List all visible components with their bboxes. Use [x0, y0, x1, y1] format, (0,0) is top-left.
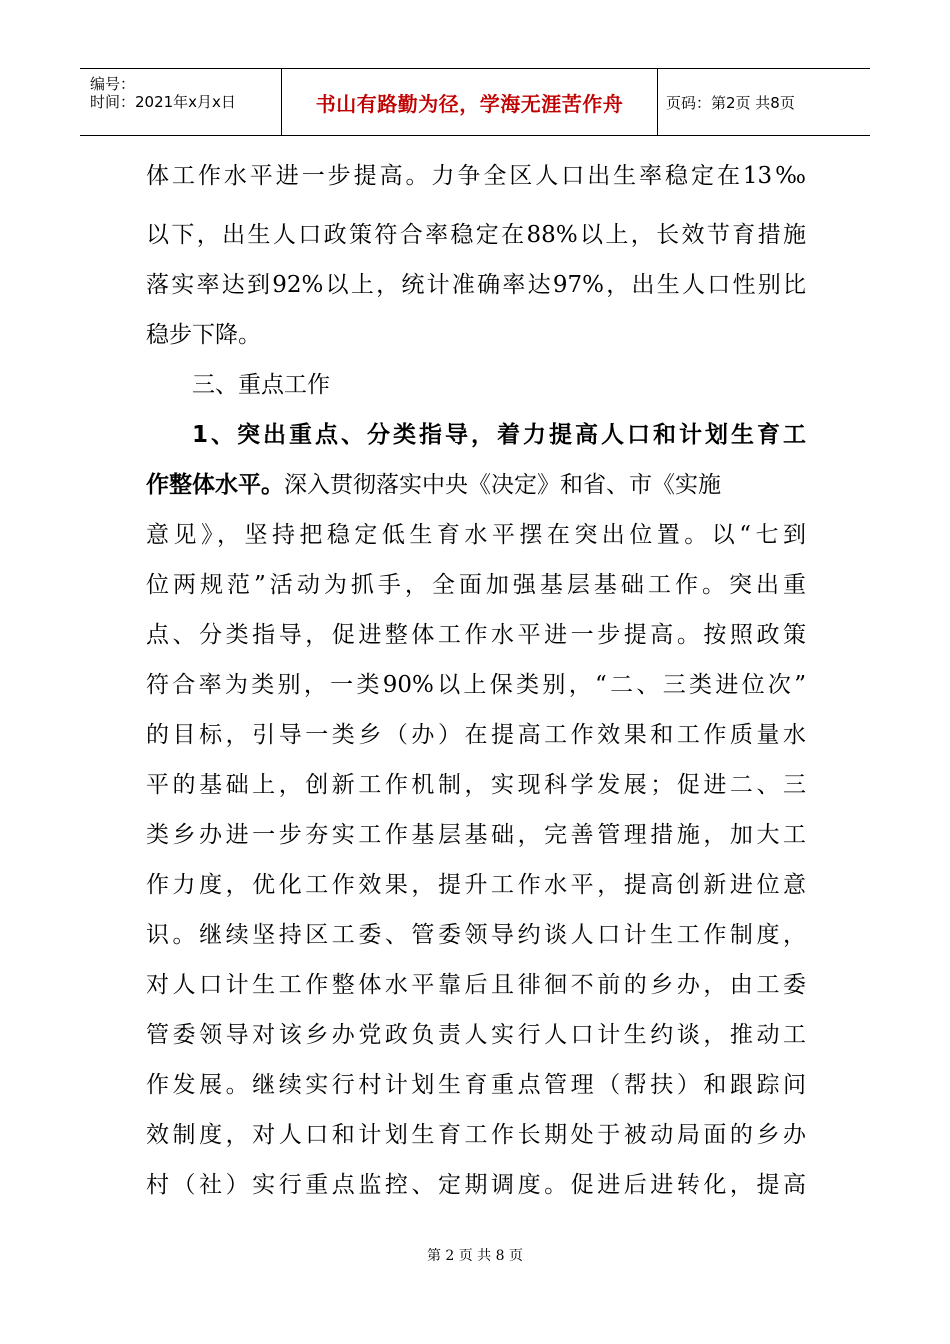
header-page-info: 页码：第2页 共8页 [666, 93, 795, 112]
body-line: 类乡办进一步夯实工作基层基础，完善管理措施，加大工 [146, 822, 806, 848]
body-line: 点、分类指导，促进整体工作水平进一步提高。按照政策 [146, 622, 806, 648]
body-line: 对人口计生工作整体水平靠后且徘徊不前的乡办，由工委 [146, 972, 806, 998]
item-heading: 1、突出重点、分类指导，着力提高人口和计划生育工 [192, 422, 806, 448]
body-line: 平的基础上，创新工作机制，实现科学发展；促进二、三 [146, 772, 806, 798]
body-text: 深入贯彻落实中央《决定》和省、市《实施 [284, 472, 721, 498]
body-line: 作力度，优化工作效果，提升工作水平，提高创新进位意 [146, 872, 806, 898]
body-line: 的目标，引导一类乡（办）在提高工作效果和工作质量水 [146, 722, 806, 748]
body-line: 以下，出生人口政策符合率稳定在88%以上，长效节育措施 [146, 222, 806, 248]
body-line: 符合率为类别，一类90%以上保类别，“二、三类进位次” [146, 672, 806, 698]
body-line: 作发展。继续实行村计划生育重点管理（帮扶）和跟踪问 [146, 1072, 806, 1098]
header-motto-cell [282, 69, 658, 135]
body-line: 体工作水平进一步提高。力争全区人口出生率稳定在13‰ [146, 163, 806, 189]
body-line: 管委领导对该乡办党政负责人实行人口计生约谈，推动工 [146, 1022, 806, 1048]
header-motto: 书山有路勤为径，学海无涯苦作舟 [315, 91, 624, 116]
section-heading: 三、重点工作 [192, 372, 330, 398]
body-line: 落实率达到92%以上，统计准确率达97%，出生人口性别比 [146, 272, 806, 298]
body-line: 识。继续坚持区工委、管委领导约谈人口计生工作制度， [146, 922, 806, 948]
body-line: 意见》，坚持把稳定低生育水平摆在突出位置。以“七到 [146, 522, 806, 548]
number-label: 编号： [90, 75, 136, 93]
item-heading-tail: 作整体水平。 [146, 472, 284, 498]
page-footer: 第 2 页 共 8 页 [426, 1248, 524, 1264]
header-meta [80, 69, 282, 135]
body-line: 效制度，对人口和计划生育工作长期处于被动局面的乡办 [146, 1122, 806, 1148]
body-line: 村（社）实行重点监控、定期调度。促进后进转化，提高 [146, 1172, 806, 1198]
body-line-mixed [146, 468, 806, 502]
time-label: 时间：2021年x月x日 [90, 93, 236, 111]
document-header [80, 68, 870, 136]
body-line: 位两规范”活动为抓手，全面加强基层基础工作。突出重 [146, 572, 806, 598]
body-line: 稳步下降。 [146, 322, 261, 348]
